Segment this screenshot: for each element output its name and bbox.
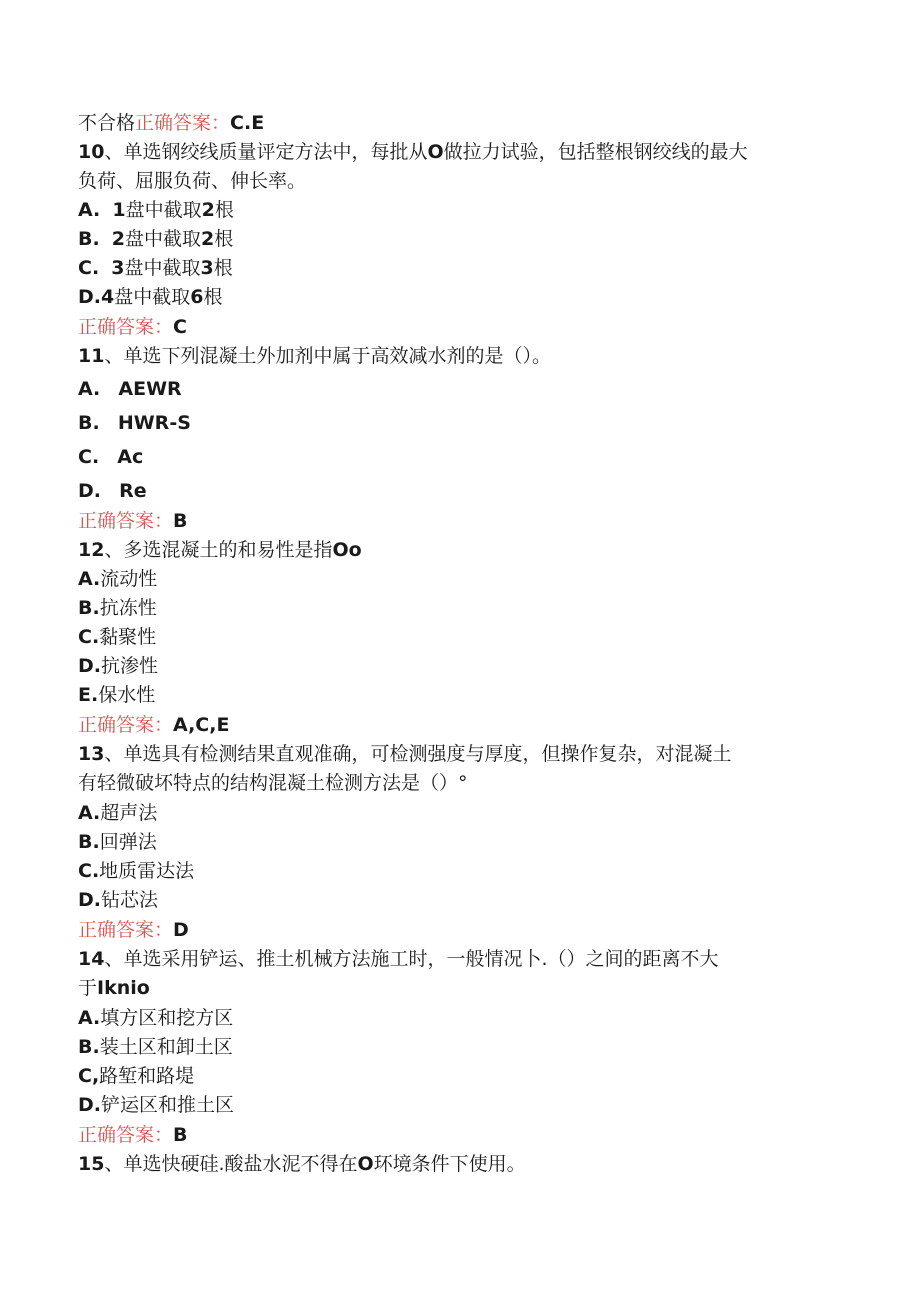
option: D.铲运区和推土区: [78, 1094, 235, 1116]
option: C,路堑和路堤: [78, 1065, 195, 1087]
question-number: 12: [78, 539, 105, 561]
option: D.4盘中截取6根: [78, 286, 223, 308]
question-number: 14: [78, 948, 105, 970]
answer-label: 正确答案：: [78, 919, 174, 941]
option: D.抗渗性: [78, 655, 159, 677]
question-number: 13: [78, 743, 105, 765]
option: E.保水性: [78, 684, 156, 706]
answer-line: [78, 711, 848, 740]
question-13-stem-line2: 有轻微破坏特点的结构混凝土检测方法是（）°: [78, 772, 468, 794]
question-number: 15: [78, 1153, 105, 1175]
question-10-stem: 10、单选钢绞线质量评定方法中，每批从O做拉力试验，包括整根钢绞线的最大: [78, 141, 748, 163]
option: A. 1盘中截取2根: [78, 199, 234, 221]
option: C. 3盘中截取3根: [78, 257, 233, 279]
question-14-stem: 14、单选采用铲运、推土机械方法施工时，一般情况卜.（）之间的距离不大: [78, 948, 719, 970]
option: C. Ac: [78, 446, 144, 468]
answer-line: [78, 313, 848, 342]
option: B.抗冻性: [78, 597, 157, 619]
answer-value: C: [173, 316, 187, 338]
option: A.流动性: [78, 568, 158, 590]
option: B. HWR-S: [78, 412, 191, 434]
option: D. Re: [78, 480, 147, 502]
question-number: 11: [78, 345, 105, 367]
question-14-stem-line2: 于Iknio: [78, 977, 150, 999]
answer-label: 正确答案：: [78, 714, 174, 736]
option: C.黏聚性: [78, 626, 157, 648]
answer-line: [78, 507, 848, 536]
answer-line: [78, 916, 848, 945]
option: A.超声法: [78, 802, 158, 824]
answer-value: B: [173, 1124, 188, 1146]
answer-value: A,C,E: [173, 714, 230, 736]
answer-label: 正确答案：: [78, 510, 174, 532]
question-15-stem: 15、单选快硬硅.酸盐水泥不得在O环境条件下使用。: [78, 1153, 526, 1175]
question-13-stem: 13、单选具有检测结果直观准确，可检测强度与厚度，但操作复杂，对混凝土: [78, 743, 732, 765]
answer-value: D: [173, 919, 189, 941]
question-10-stem-line2: 负荷、屈服负荷、伸长率。: [78, 170, 307, 192]
question-11-stem: 11、单选下列混凝土外加剂中属于高效减水剂的是（）。: [78, 345, 551, 367]
option: A.填方区和挖方区: [78, 1007, 234, 1029]
option: C.地质雷达法: [78, 860, 195, 882]
question-number: 10: [78, 141, 105, 163]
answer-value: C.E: [230, 112, 265, 134]
answer-line: [78, 1121, 848, 1150]
option: A. AEWR: [78, 378, 182, 400]
answer-value: B: [173, 510, 188, 532]
answer-label: 正确答案：: [135, 112, 231, 134]
prev-answer-line: [78, 109, 848, 138]
question-12-stem: 12、多选混凝土的和易性是指Oo: [78, 539, 362, 561]
option: B.回弹法: [78, 831, 157, 853]
option: B. 2盘中截取2根: [78, 228, 234, 250]
option: B.装土区和卸土区: [78, 1036, 233, 1058]
answer-label: 正确答案：: [78, 1124, 174, 1146]
prev-tail-text: 不合格: [78, 112, 136, 134]
option: D.钻芯法: [78, 889, 159, 911]
answer-label: 正确答案：: [78, 316, 174, 338]
